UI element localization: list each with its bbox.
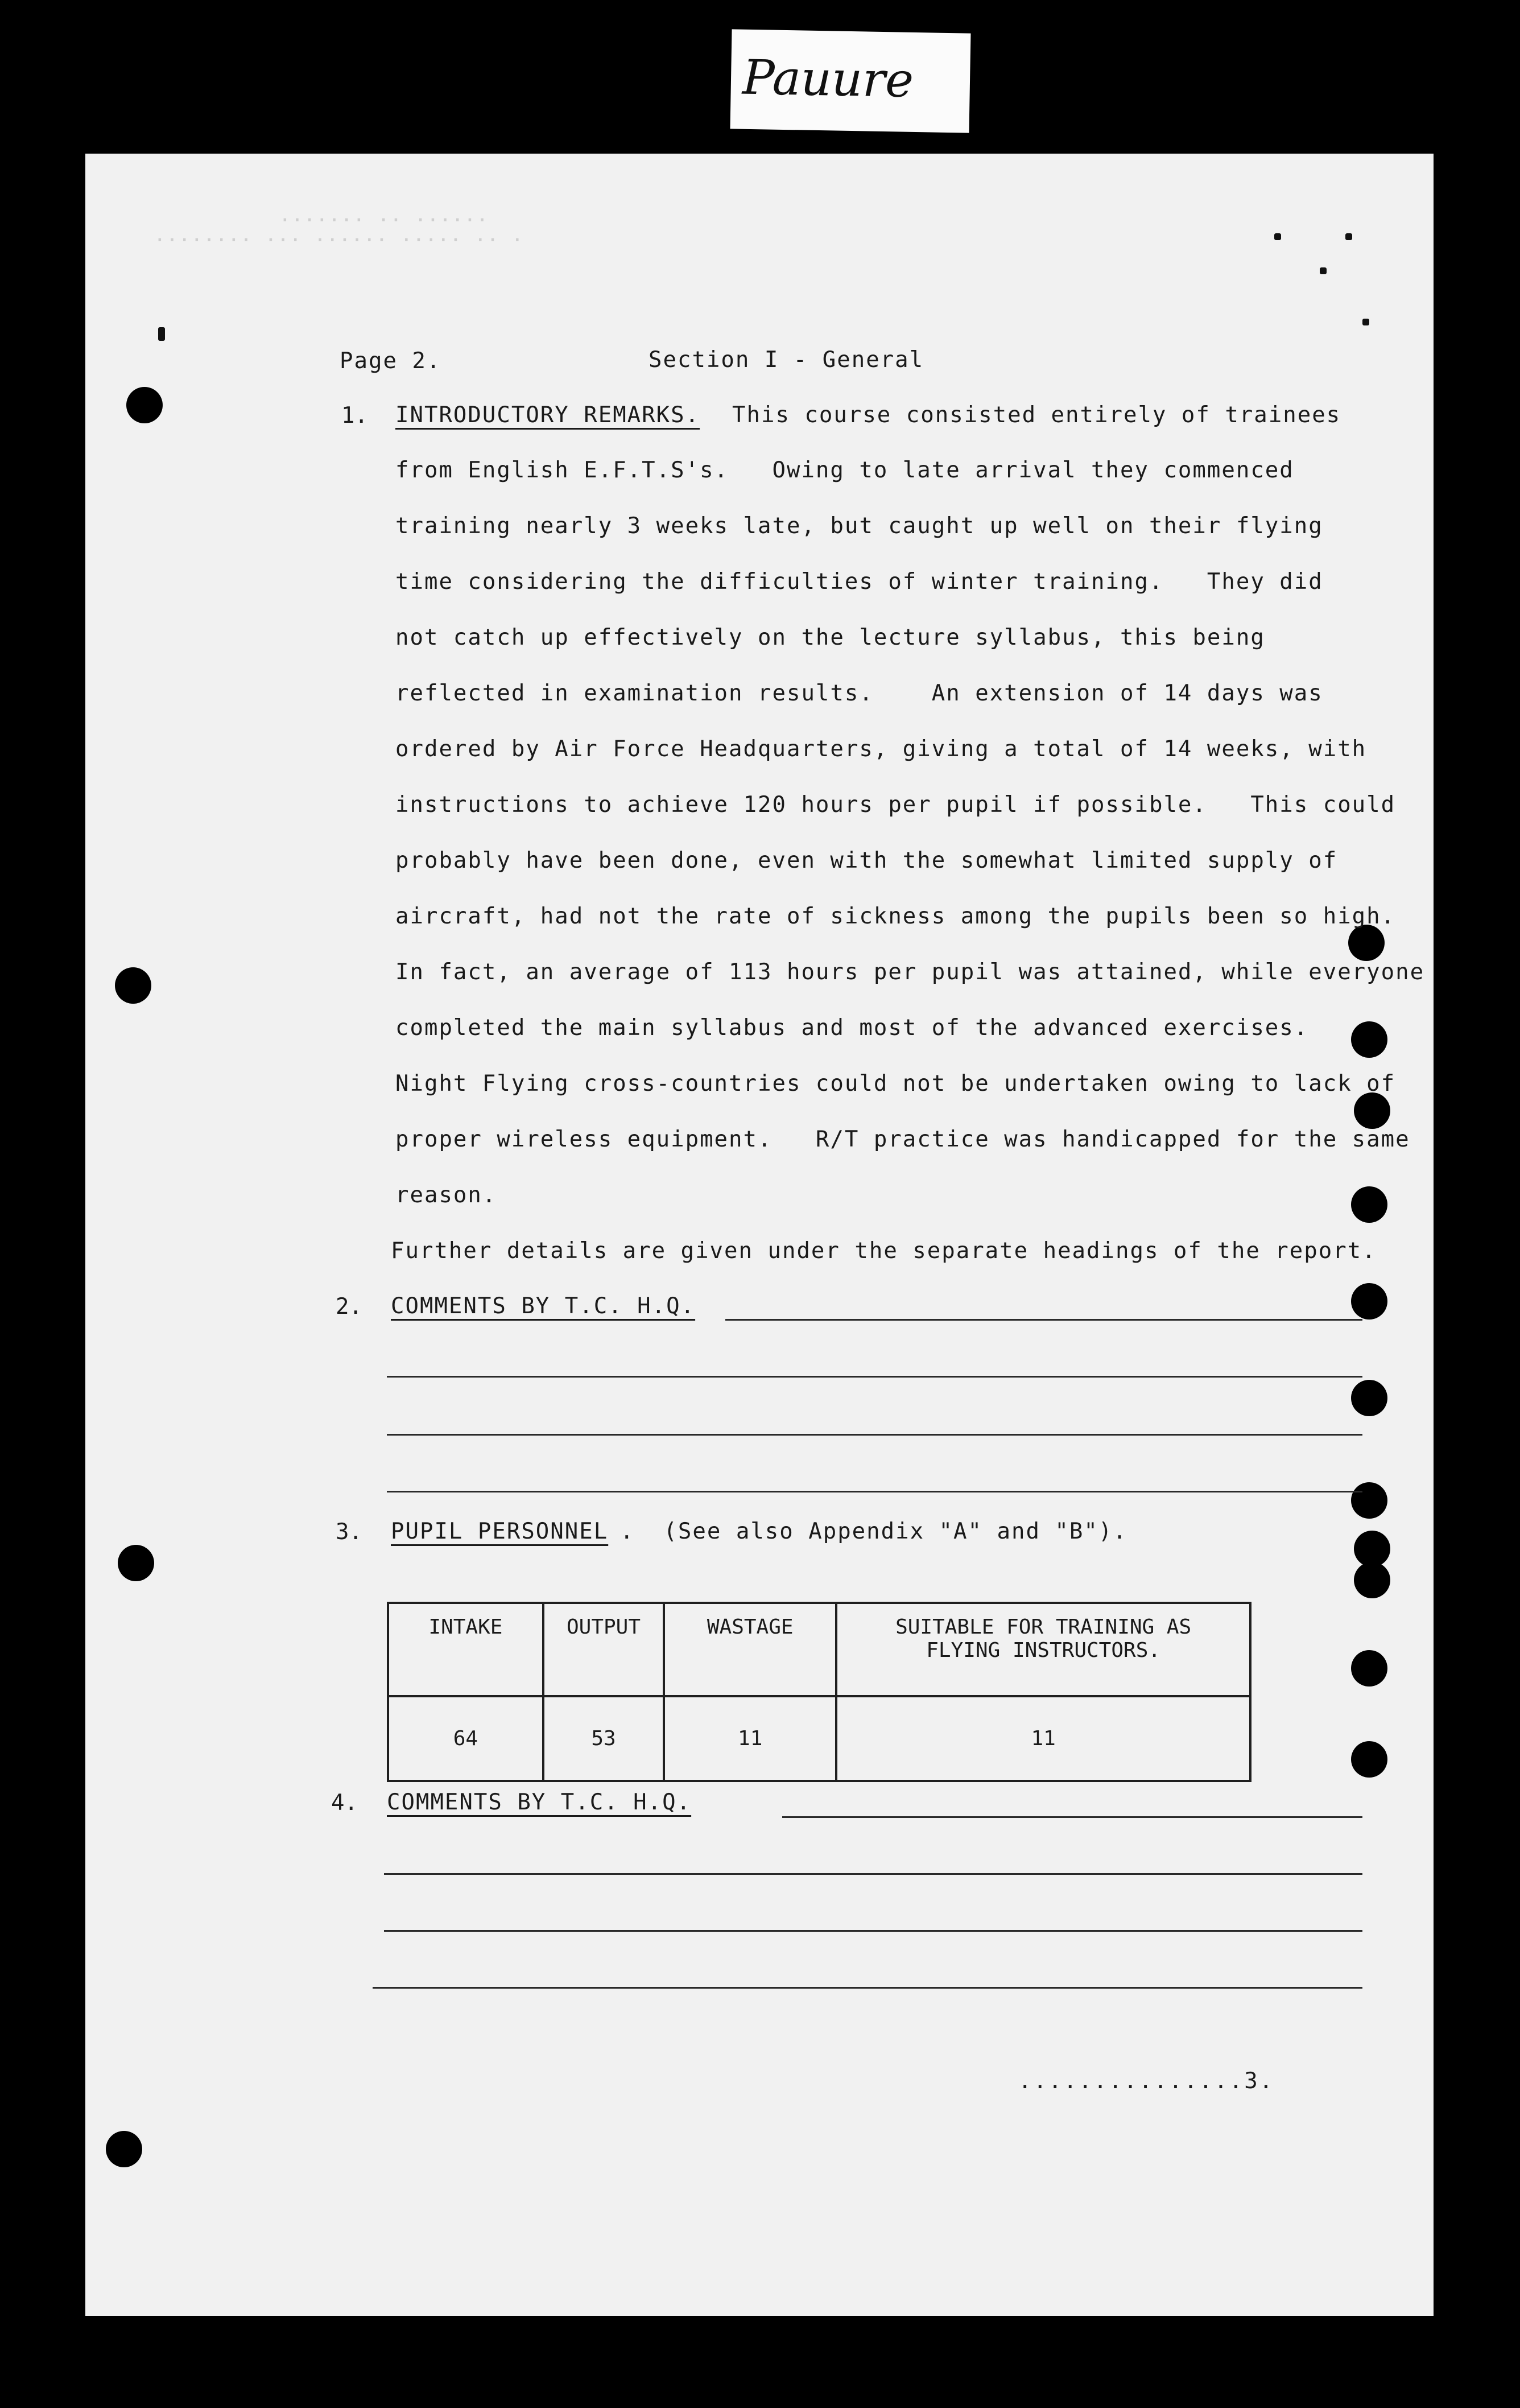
table-header-cell: WASTAGE bbox=[664, 1603, 836, 1696]
comment-rule bbox=[387, 1434, 1362, 1436]
punch-hole bbox=[1348, 925, 1385, 961]
punch-hole bbox=[126, 387, 163, 423]
paragraph-line: completed the main syllabus and most of the advanced exercises. bbox=[395, 1015, 1309, 1041]
paragraph-line: from English E.F.T.S's. Owing to late arrival they commenced bbox=[395, 457, 1294, 483]
table-header-cell: SUITABLE FOR TRAINING AS FLYING INSTRUCTORS. bbox=[836, 1603, 1250, 1696]
section-number: 4. bbox=[331, 1790, 358, 1816]
punch-hole bbox=[118, 1545, 154, 1581]
punch-hole bbox=[1351, 1482, 1387, 1519]
punch-hole bbox=[115, 967, 151, 1004]
section-number: 1. bbox=[341, 403, 368, 428]
ghost-line: ....... .. ...... bbox=[279, 203, 489, 226]
tag-label: Pauure bbox=[742, 49, 914, 108]
section-heading: COMMENTS BY T.C. H.Q. bbox=[387, 1789, 692, 1815]
section-heading: COMMENTS BY T.C. H.Q. bbox=[391, 1293, 696, 1319]
comment-rule bbox=[782, 1816, 1362, 1818]
table-row bbox=[388, 1696, 1250, 1781]
paragraph-line: proper wireless equipment. R/T practice was handicapped for the same bbox=[395, 1127, 1410, 1152]
section-heading: PUPIL PERSONNEL bbox=[391, 1519, 609, 1544]
page-catchword: ...............3. bbox=[1018, 2068, 1275, 2094]
ink-speck bbox=[158, 327, 165, 341]
table-cell: 11 bbox=[664, 1696, 836, 1781]
table-header-cell: INTAKE bbox=[388, 1603, 543, 1696]
punch-hole bbox=[1351, 1380, 1387, 1416]
punch-hole bbox=[1351, 1283, 1387, 1320]
paragraph-line: time considering the difficulties of winter training. They did bbox=[395, 569, 1323, 595]
paragraph-line: This course consisted entirely of trainees bbox=[732, 402, 1341, 428]
section-heading: INTRODUCTORY REMARKS. bbox=[395, 402, 700, 428]
ink-speck bbox=[1274, 233, 1281, 240]
paragraph-line: aircraft, had not the rate of sickness among the pupils been so high. bbox=[395, 904, 1396, 929]
show-through-text bbox=[154, 205, 563, 245]
comment-rule bbox=[384, 1873, 1362, 1875]
table-header-cell: OUTPUT bbox=[543, 1603, 664, 1696]
comment-rule bbox=[725, 1319, 1362, 1321]
page-number: Page 2. bbox=[340, 348, 441, 374]
paragraph-line: reflected in examination results. An extension of 14 days was bbox=[395, 681, 1323, 706]
paragraph-line: instructions to achieve 120 hours per pupil if possible. This could bbox=[395, 792, 1396, 818]
table-cell: 64 bbox=[388, 1696, 543, 1781]
paragraph-line: Further details are given under the separate headings of the report. bbox=[391, 1238, 1377, 1264]
table-cell: 53 bbox=[543, 1696, 664, 1781]
punch-hole bbox=[1354, 1092, 1390, 1129]
punch-hole bbox=[1351, 1186, 1387, 1223]
ghost-line: ........ ... ...... ..... .. . bbox=[154, 223, 524, 246]
table-header-row bbox=[388, 1603, 1250, 1696]
paragraph-line: training nearly 3 weeks late, but caught up well on their flying bbox=[395, 513, 1323, 539]
pupil-personnel-table bbox=[387, 1602, 1251, 1782]
punch-hole bbox=[1351, 1650, 1387, 1687]
paragraph-line: ordered by Air Force Headquarters, giving a total of 14 weeks, with bbox=[395, 736, 1367, 762]
paragraph-line: probably have been done, even with the somewhat limited supply of bbox=[395, 848, 1338, 873]
paragraph-line: In fact, an average of 113 hours per pupil was attained, while everyone bbox=[395, 959, 1425, 985]
section-number: 2. bbox=[336, 1294, 362, 1320]
comment-rule bbox=[387, 1491, 1362, 1492]
punch-hole bbox=[1351, 1741, 1387, 1778]
comment-rule bbox=[373, 1987, 1362, 1989]
punch-hole bbox=[106, 2131, 142, 2167]
comment-rule bbox=[387, 1376, 1362, 1378]
archive-tag bbox=[730, 29, 971, 133]
paragraph-line: not catch up effectively on the lecture syllabus, this being bbox=[395, 625, 1265, 650]
document-page bbox=[85, 154, 1434, 2316]
section-title: Section I - General bbox=[649, 347, 924, 373]
ink-speck bbox=[1362, 319, 1369, 325]
punch-hole bbox=[1351, 1021, 1387, 1058]
ink-speck bbox=[1345, 233, 1352, 240]
ink-speck bbox=[1320, 267, 1327, 274]
table-cell: 11 bbox=[836, 1696, 1250, 1781]
comment-rule bbox=[384, 1930, 1362, 1932]
punch-hole bbox=[1354, 1562, 1390, 1598]
paragraph-line: reason. bbox=[395, 1182, 497, 1208]
paragraph-line: Night Flying cross-countries could not be undertaken owing to lack of bbox=[395, 1071, 1396, 1096]
section-number: 3. bbox=[336, 1519, 362, 1545]
section-note: . (See also Appendix "A" and "B"). bbox=[620, 1519, 1127, 1544]
